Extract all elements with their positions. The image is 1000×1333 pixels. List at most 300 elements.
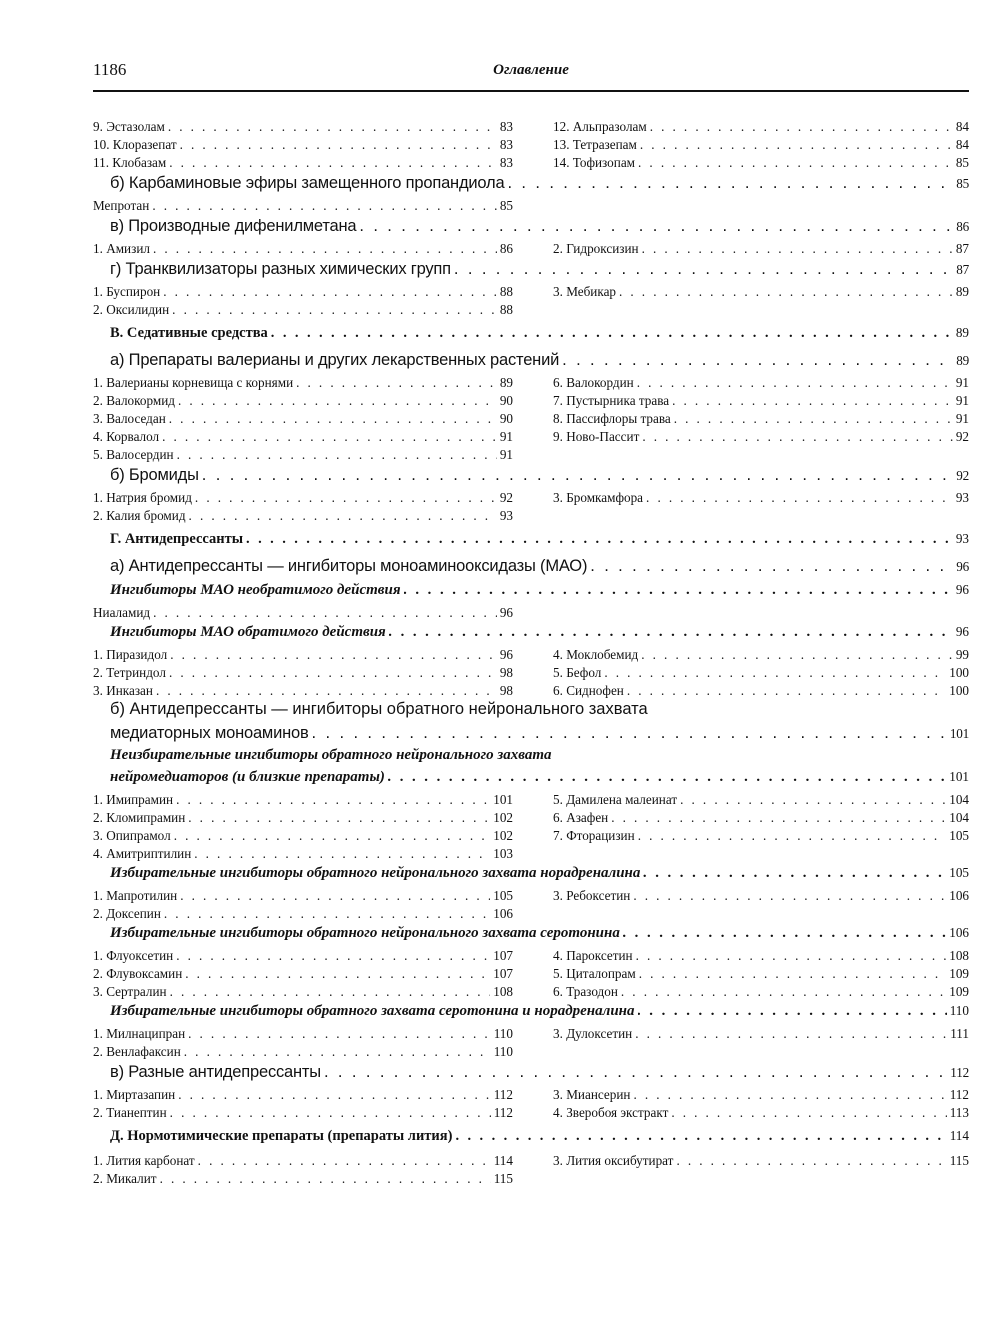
dot-leader [296,375,497,391]
toc-section-heading[interactable] [93,557,969,580]
entry-label: 2. Венлафаксин [93,1044,181,1059]
page-ref: 112 [949,1087,969,1102]
entry-label: 6. Тразодон [553,984,618,999]
dot-leader [641,647,953,663]
page-ref: 105 [493,888,513,903]
page-ref: 96 [499,605,513,620]
entry-label: 8. Пассифлоры трава [553,411,671,426]
page-ref: 107 [493,966,513,981]
toc-entry-row [93,682,969,700]
entry-label: 12. Альпразолам [553,119,647,134]
toc-group-heading[interactable] [93,925,969,947]
dot-leader [152,198,497,214]
entry-label: 1. Буспирон [93,284,161,299]
heading-line [93,769,969,791]
entry-label: 3. Миансерин [553,1087,631,1102]
dot-leader [176,792,490,808]
toc-entry-row [93,1025,969,1043]
page-ref: 88 [499,284,513,299]
toc-entry[interactable] [553,1087,969,1103]
dot-leader [198,1153,491,1169]
dot-leader [170,984,491,1000]
toc-entry-row [93,136,969,154]
toc-section-heading[interactable] [93,700,969,747]
page-ref: 101 [949,726,969,741]
toc-entry[interactable] [93,647,513,663]
toc-entry-row [93,1152,969,1170]
dot-leader [172,302,497,318]
heading-label: б) Карбаминовые эфиры замещенного пропандиола [110,174,505,192]
page-ref: 112 [493,1105,513,1120]
toc-group-heading[interactable] [93,582,969,604]
toc-entry[interactable] [553,284,969,300]
page-ref: 91 [955,411,969,426]
dot-leader [169,665,497,681]
page-ref: 115 [493,1171,513,1186]
toc-entry[interactable] [93,966,513,982]
toc-entry[interactable] [553,1153,969,1169]
toc-entry[interactable] [553,888,969,904]
toc-entry[interactable] [93,906,513,922]
toc-entry[interactable] [93,846,513,862]
dot-leader [638,828,947,844]
entry-label: 3. Сертралин [93,984,167,999]
toc-entry[interactable] [553,411,969,427]
dot-leader [164,906,490,922]
toc-entry-row [93,965,969,983]
toc-entry[interactable] [553,393,969,409]
dot-leader [454,260,953,279]
toc-entry[interactable] [93,792,513,808]
toc-section-heading[interactable] [93,747,969,791]
entry-label: 2. Тетриндол [93,665,166,680]
page-ref: 85 [956,176,969,191]
entry-label: 5. Циталопрам [553,966,636,981]
dot-leader [637,375,953,391]
page-ref: 102 [493,828,513,843]
dot-leader [639,966,947,982]
dot-leader [178,393,497,409]
toc-entry-row [93,410,969,428]
toc-section-heading[interactable] [93,260,969,283]
toc-entry-row [93,1170,969,1188]
toc-entry-row [93,646,969,664]
toc-entry-row [93,301,969,319]
toc-entry-row [93,392,969,410]
entry-label: 3. Валоседан [93,411,166,426]
entry-label: 7. Фторацизин [553,828,635,843]
entry-label: 1. Мапротилин [93,888,178,903]
page-ref: 101 [493,792,513,807]
entry-label: 2. Микалит [93,1171,157,1186]
toc-entry[interactable] [93,302,513,318]
heading-label: в) Производные дифенилметана [110,217,357,235]
page-ref: 87 [956,262,969,277]
heading-label: а) Антидепрессанты — ингибиторы моноаминооксидазы (МАО) [110,557,588,575]
page-ref: 100 [949,683,969,698]
entry-label: 1. Натрия бромид [93,490,192,505]
page-ref: 85 [499,198,513,213]
page-ref: 109 [949,984,969,999]
heading-label: медиаторных моноаминов [110,724,309,742]
toc-entry[interactable] [553,665,969,681]
entry-label: 4. Амитриптилин [93,846,192,861]
dot-leader [359,217,953,236]
toc-entry-row [93,947,969,965]
toc-section-heading[interactable] [93,1063,969,1086]
dot-leader [184,1044,491,1060]
entry-label: Ниаламид [93,605,151,620]
toc-entry[interactable] [553,984,969,1000]
heading-label: Избирательные ингибиторы обратного нейронального захвата норадреналина [110,865,641,881]
entry-label: 5. Бефол [553,665,602,680]
page-ref: 114 [493,1153,513,1168]
toc-entry[interactable] [93,665,513,681]
entry-label: 1. Лития карбонат [93,1153,195,1168]
dot-leader [635,1026,947,1042]
page-ref: 96 [956,559,969,574]
dot-leader [153,605,497,621]
dot-leader [312,724,947,743]
page-ref: 106 [949,888,969,903]
page-ref: 109 [949,966,969,981]
page-ref: 85 [955,155,969,170]
page-ref: 93 [499,508,513,523]
entry-label: 2. Гидроксизин [553,241,639,256]
toc-section-heading[interactable] [93,351,969,374]
entry-label: 1. Валерианы корневища с корнями [93,375,294,390]
entry-label: 4. Зверобоя экстракт [553,1105,669,1120]
toc-entry[interactable] [553,792,969,808]
toc-entry[interactable] [93,1105,513,1121]
toc-entry[interactable] [93,948,513,964]
toc-entry[interactable] [553,155,969,171]
toc-entry-row [93,791,969,809]
entry-label: 4. Корвалол [93,429,160,444]
table-of-contents [93,118,969,1188]
entry-label: 3. Лития оксибутират [553,1153,674,1168]
dot-leader [640,137,953,153]
toc-entry[interactable] [553,966,969,982]
heading-label: Г. Антидепрессанты [110,531,244,547]
heading-label: Д. Нормотимические препараты (препараты лития) [110,1128,453,1144]
dot-leader [642,429,952,445]
toc-entry[interactable] [553,810,969,826]
toc-chapter-heading[interactable] [93,1128,969,1152]
toc-entry[interactable] [93,375,513,391]
toc-entry[interactable] [93,888,513,904]
page-ref: 83 [499,137,513,152]
toc-entry-row [93,1104,969,1122]
dot-leader [160,1171,491,1187]
toc-group-heading[interactable] [93,865,969,887]
toc-entry[interactable] [93,393,513,409]
toc-entry[interactable] [553,948,969,964]
entry-label: 2. Флувоксамин [93,966,183,981]
toc-entry-row [93,507,969,525]
page-ref: 92 [956,468,969,483]
toc-entry[interactable] [93,241,513,257]
toc-entry-row [93,197,969,215]
heading-label: Избирательные ингибиторы обратного захвата серотонина и норадреналина [110,1003,635,1019]
entry-label: 3. Бромкамфора [553,490,644,505]
page-ref: 89 [499,375,513,390]
toc-entry-row [93,827,969,845]
toc-entry[interactable] [93,198,513,214]
page-ref: 91 [955,375,969,390]
entry-label: 4. Пароксетин [553,948,633,963]
page-ref: 96 [955,624,969,639]
toc-entry-row [93,428,969,446]
entry-label: 9. Ново-Пассит [553,429,640,444]
dot-leader [174,828,491,844]
page-ref: 84 [955,137,969,152]
toc-entry-row [93,1043,969,1061]
dot-leader [194,846,490,862]
page-number: 1186 [93,60,127,79]
toc-entry[interactable] [93,490,513,506]
dot-leader [590,557,953,576]
dot-leader [163,284,497,300]
entry-label: 1. Миртазапин [93,1087,176,1102]
dot-leader [404,582,953,599]
dot-leader [642,241,953,257]
entry-label: 10. Клоразепат [93,137,177,152]
toc-group-heading[interactable] [93,1003,969,1025]
running-title: Оглавление [493,62,569,78]
page-ref: 100 [949,665,969,680]
toc-entry[interactable] [93,155,513,171]
entry-label: 9. Эстазолам [93,119,165,134]
page-ref: 90 [499,393,513,408]
dot-leader [189,508,497,524]
dot-leader [178,1087,490,1103]
dot-leader [638,1003,947,1020]
heading-label: Ингибиторы МАО обратимого действия [110,624,386,640]
dot-leader [188,1026,491,1042]
toc-entry[interactable] [553,137,969,153]
toc-entry-row [93,283,969,301]
toc-entry[interactable] [553,241,969,257]
toc-entry-row [93,118,969,136]
toc-entry-row [93,446,969,464]
dot-leader [162,429,497,445]
page-ref: 104 [949,792,969,807]
page-ref: 114 [949,1128,969,1143]
entry-label: 6. Сиднофен [553,683,624,698]
page-ref: 111 [950,1026,969,1041]
toc-entry-row [93,905,969,923]
dot-leader [627,683,946,699]
toc-entry[interactable] [553,683,969,699]
toc-entry[interactable] [93,984,513,1000]
dot-leader [623,925,946,942]
toc-entry-row [93,489,969,507]
page-ref: 90 [499,411,513,426]
dot-leader [562,351,953,370]
dot-leader [177,447,497,463]
entry-label: 5. Дамилена малеинат [553,792,678,807]
dot-leader [188,810,490,826]
dot-leader [633,888,946,904]
page-ref: 88 [499,302,513,317]
page-ref: 96 [499,647,513,662]
dot-leader [169,155,497,171]
page-ref: 86 [499,241,513,256]
toc-entry[interactable] [553,647,969,663]
toc-entry-row [93,664,969,682]
dot-leader [202,466,953,485]
toc-entry[interactable] [553,1026,969,1042]
heading-line [93,724,969,747]
toc-entry[interactable] [553,375,969,391]
dot-leader [650,119,953,135]
toc-section-heading[interactable] [93,466,969,489]
toc-entry[interactable] [93,137,513,153]
dot-leader [180,888,490,904]
toc-entry[interactable] [553,429,969,445]
entry-label: 3. Инказан [93,683,153,698]
dot-leader [455,1128,946,1145]
toc-group-heading[interactable] [93,624,969,646]
heading-label: г) Транквилизаторы разных химических групп [110,260,451,278]
entry-label: 7. Пустырника трава [553,393,670,408]
toc-entry[interactable] [553,490,969,506]
page-ref: 102 [493,810,513,825]
dot-leader [168,119,497,135]
entry-label: 11. Клобазам [93,155,167,170]
toc-entry-row [93,240,969,258]
heading-label: нейромедиаторов (и близкие препараты) [110,769,385,785]
dot-leader [633,1087,946,1103]
page-ref: 101 [949,769,969,784]
entry-label: 3. Ребоксетин [553,888,631,903]
heading-line: б) Антидепрессанты — ингибиторы обратного нейронального захвата [110,700,648,718]
dot-leader [621,984,946,1000]
heading-label: Избирательные ингибиторы обратного нейронального захвата серотонина [110,925,620,941]
page-ref: 106 [493,906,513,921]
toc-entry-row [93,845,969,863]
toc-entry-row [93,983,969,1001]
toc-entry[interactable] [553,119,969,135]
toc-entry[interactable] [93,605,513,621]
toc-entry[interactable] [93,1087,513,1103]
toc-entry[interactable] [93,1026,513,1042]
entry-label: 3. Дулоксетин [553,1026,633,1041]
page-ref: 93 [955,531,969,546]
dot-leader [388,769,946,786]
page-ref: 83 [499,155,513,170]
dot-leader [180,137,497,153]
page-ref: 98 [499,683,513,698]
page-header [93,58,969,92]
page-ref: 91 [955,393,969,408]
page-ref: 110 [493,1044,513,1059]
dot-leader [169,411,497,427]
toc-section-heading[interactable] [93,217,969,240]
heading-line: Неизбирательные ингибиторы обратного нейронального захвата [110,747,552,763]
toc-entry-row [93,154,969,172]
entry-label: 14. Тофизопам [553,155,636,170]
entry-label: 4. Моклобемид [553,647,639,662]
entry-label: 2. Валокормид [93,393,175,408]
page-ref: 105 [949,865,969,880]
toc-entry-row [93,809,969,827]
dot-leader [389,624,953,641]
page-ref: 108 [493,984,513,999]
toc-entry[interactable] [93,828,513,844]
toc-entry[interactable] [553,828,969,844]
page-ref: 87 [955,241,969,256]
toc-entry[interactable] [93,683,513,699]
page-ref: 110 [949,1003,969,1018]
page-ref: 89 [955,325,969,340]
dot-leader [170,1105,491,1121]
toc-entry-row [93,604,969,622]
page-ref: 113 [949,1105,969,1120]
toc-entry-row [93,1086,969,1104]
dot-leader [672,393,953,409]
dot-leader [646,490,953,506]
entry-label: 2. Оксилидин [93,302,170,317]
toc-entry-row [93,887,969,905]
entry-label: 1. Амизил [93,241,150,256]
entry-label: Мепротан [93,198,150,213]
page-ref: 112 [493,1087,513,1102]
toc-entry[interactable] [93,508,513,524]
dot-leader [195,490,497,506]
page-ref: 91 [499,429,513,444]
entry-label: 6. Валокордин [553,375,634,390]
toc-entry[interactable] [93,429,513,445]
toc-entry[interactable] [93,1171,513,1187]
toc-chapter-heading[interactable] [93,325,969,349]
toc-entry[interactable] [93,1044,513,1060]
entry-label: 3. Мебикар [553,284,617,299]
entry-label: 1. Флуоксетин [93,948,174,963]
dot-leader [643,865,946,882]
toc-entry[interactable] [93,411,513,427]
page-ref: 107 [493,948,513,963]
toc-section-heading[interactable] [93,174,969,197]
toc-chapter-heading[interactable] [93,531,969,555]
toc-entry[interactable] [93,1153,513,1169]
heading-label: Ингибиторы МАО необратимого действия [110,582,401,598]
toc-entry[interactable] [93,447,513,463]
toc-entry[interactable] [93,810,513,826]
page-ref: 83 [499,119,513,134]
dot-leader [246,531,953,548]
page-ref: 89 [956,353,969,368]
toc-entry[interactable] [93,119,513,135]
dot-leader [680,792,946,808]
dot-leader [271,325,953,342]
toc-entry-row [93,374,969,392]
entry-label: 3. Опипрамол [93,828,171,843]
toc-entry[interactable] [93,284,513,300]
entry-label: 13. Тетразепам [553,137,637,152]
entry-label: 1. Пиразидол [93,647,168,662]
dot-leader [324,1063,947,1082]
dot-leader [153,241,497,257]
page-ref: 112 [950,1065,969,1080]
toc-entry[interactable] [553,1105,969,1121]
page-ref: 110 [493,1026,513,1041]
page-ref: 86 [956,219,969,234]
entry-label: 2. Доксепин [93,906,161,921]
entry-label: 1. Имипрамин [93,792,174,807]
heading-label: а) Препараты валерианы и других лекарственных растений [110,351,560,369]
